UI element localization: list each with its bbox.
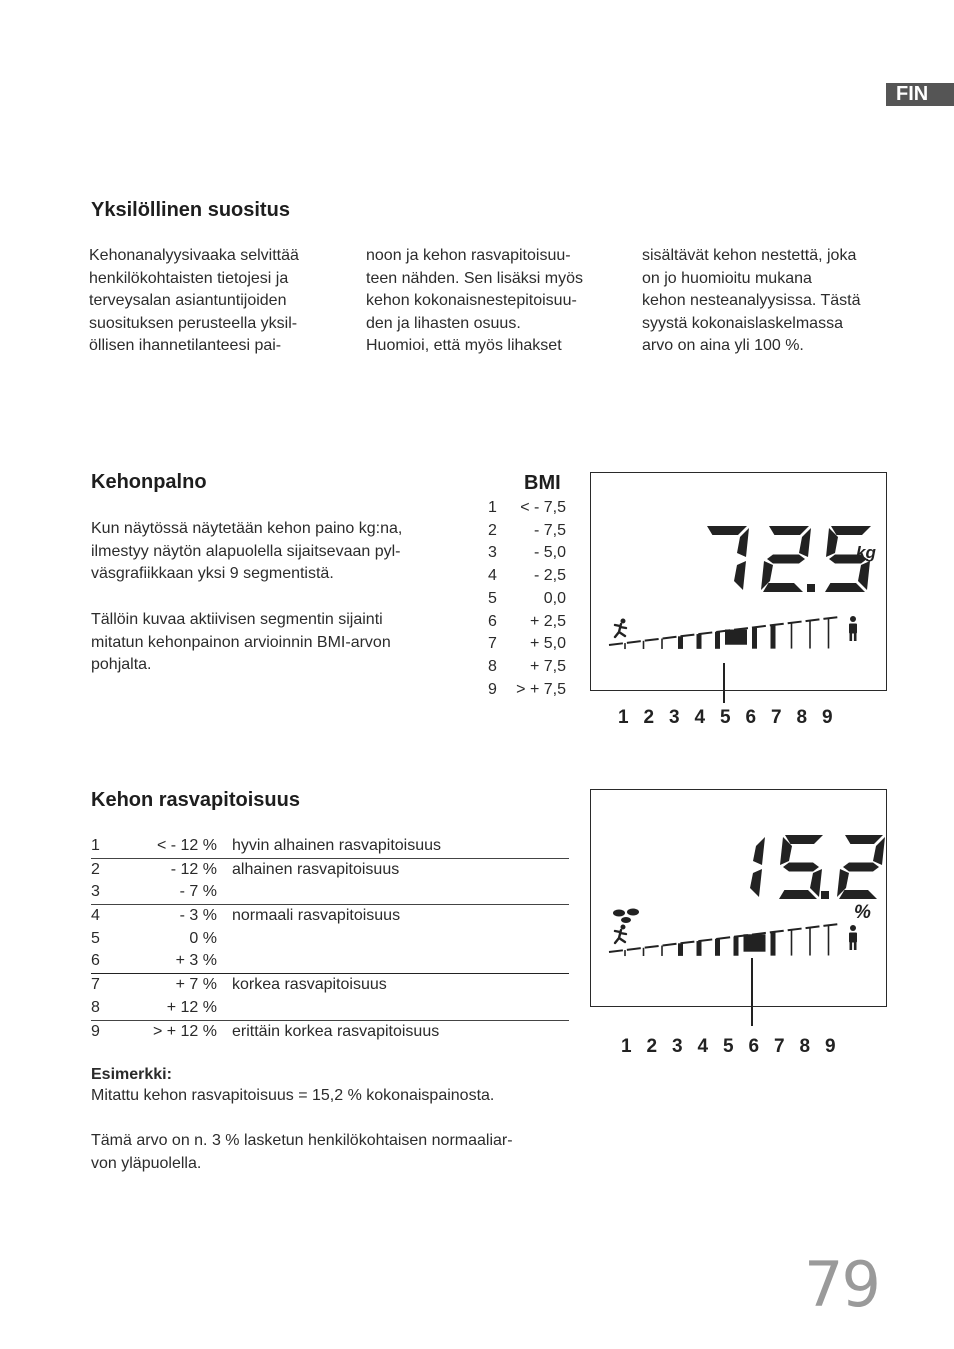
runner-icon [615,925,626,944]
fat-row-value: < - 12 % [156,837,217,854]
page-number: 79 [804,1248,879,1321]
weight-lcd-graphic [591,473,885,689]
bar-segment [734,937,739,956]
lcd-segment [845,835,883,844]
bar-segment [678,636,683,649]
bmi-row [488,656,566,679]
fat-row-number: 9 [91,1022,100,1040]
fat-table-row [91,859,569,882]
fat-row-number: 5 [91,929,100,947]
fat-row-label: normaali rasvapitoisuus [232,907,401,925]
weight-paragraph-1: Kun näytössä näytetään kehon paino kg:na, ilmestyy näytön alapuolella sijaitsevaan pyl- väsgrafiikkaan yksi 9 segmentistä. [91,520,403,582]
bmi-row-number: 4 [488,567,497,585]
bar-segment [771,625,776,649]
bmi-row-number: 8 [488,657,497,675]
bmi-row-number: 5 [488,589,497,607]
weight-lcd-display [590,472,887,691]
lcd-segment [769,526,809,535]
fat-row-number: 6 [91,952,100,970]
fat-row-value: + 12 % [166,998,217,1016]
scale-number: 9 [825,1036,836,1057]
lcd-segment [753,837,765,865]
scale-number: 8 [796,707,808,728]
lcd-segment [785,835,823,844]
bar-segment [791,930,793,956]
bmi-row-value: + 5,0 [529,635,566,653]
bmi-row-number: 3 [488,544,497,562]
bar-segment [643,641,645,649]
lcd-segment [831,526,871,535]
bmi-row-value: > + 7,5 [516,680,566,698]
fat-row-number: 1 [91,837,100,854]
text-column-2: noon ja kehon rasvapitoisuu- teen nähden. Sen lisäksi myös kehon kokonaisnestepitoisuu- den ja lihasten osuus. Huomioi, että myös lihakset [366,247,584,354]
fat-drops-icon [613,909,639,924]
scale-number: 3 [672,1036,683,1057]
bar-segment [697,941,702,956]
scale-number: 4 [697,1036,709,1057]
fat-table-row [91,950,569,974]
scale-number: 2 [643,707,655,728]
bar-segment [661,946,663,956]
bmi-row [488,679,566,702]
text-column-3: sisältävät kehon nestettä, joka on jo huomioitu mukana kehon nesteanalyysissa. Tästä syystä kokonaislaskelmassa arvo on aina yli 100 %. [642,247,861,354]
lcd-segment [763,583,803,592]
lcd-digits [750,835,885,899]
lcd-segment [810,869,822,897]
bmi-row-value: + 2,5 [529,612,566,630]
scale-number: 7 [771,707,782,728]
bmi-row [488,497,566,520]
lcd-segment [825,583,865,592]
weight-pointer-line [723,663,725,703]
bar-segment [624,643,626,649]
bmi-row-number: 6 [488,612,497,630]
fat-lcd-display [590,789,887,1007]
bar-segment [771,932,776,956]
fat-lcd-graphic [591,790,885,1005]
bmi-row-number: 1 [488,499,497,516]
bar-segment [791,623,793,649]
fat-table-row [91,881,569,905]
scale-number: 7 [774,1036,785,1057]
scale-number: 1 [621,1036,632,1057]
scale-number: 5 [723,1036,734,1057]
fat-row-value: - 12 % [170,860,217,878]
bar-segment [715,939,720,956]
fat-row-label: korkea rasvapitoisuus [232,976,387,994]
bar-segment [828,925,830,955]
scale-number: 1 [618,707,629,728]
runner-icon [615,619,626,638]
lcd-segment [779,890,817,899]
bmi-row [488,565,566,588]
bmi-table [488,497,566,701]
lcd-segment [783,863,819,872]
body-fat-table [91,835,569,1043]
language-tab: FIN [886,83,954,106]
standing-person-icon [849,925,857,950]
bar-segment [752,627,757,648]
bmi-row-value: - 2,5 [533,567,566,585]
fat-row-number: 8 [91,998,100,1016]
bmi-row [488,633,566,656]
weight-scale-numbers [618,707,848,729]
scale-number: 6 [748,1036,760,1057]
lcd-segment [767,555,805,564]
section-title-recommendation: Yksilöllinen suositus [91,199,290,221]
fat-row-number: 3 [91,883,100,901]
bar-segment [809,621,811,649]
bmi-row [488,542,566,565]
bmi-row [488,588,566,611]
active-segment [744,934,766,951]
text-column-1: Kehonanalyysivaaka selvittää henkilökohtaisten tietojesi ja terveysalan asiantuntijoiden suosituksen perusteella yksil- öllisen ihannetilanteesi pai- [89,247,299,354]
example-note: Tämä arvo on n. 3 % lasketun henkilökohtaisen normaaliar- von yläpuolella. [91,1132,513,1172]
section-title-body-weight: Kehonpalno [91,471,207,493]
fat-table-row [91,835,569,859]
bar-segment [643,948,645,956]
fat-row-value: > + 12 % [152,1022,217,1040]
example-label: Esimerkki: [91,1066,172,1083]
fat-table-row [91,974,569,997]
bar-segment [715,632,720,649]
bar-segment [697,634,702,649]
scale-number: 2 [646,1036,658,1057]
bmi-row-value: 0,0 [543,589,566,607]
fat-row-number: 2 [91,860,100,878]
bmi-row-number: 9 [488,680,497,698]
weight-unit-label: kg [856,543,876,562]
lcd-segment [750,869,762,897]
bmi-row-value: < - 7,5 [520,499,566,516]
bmi-row-value: - 5,0 [533,544,566,562]
fat-table-row [91,905,569,928]
scale-number: 8 [799,1036,811,1057]
bmi-row-value: - 7,5 [533,521,566,539]
scale-number: 9 [822,707,833,728]
lcd-segment [858,561,870,590]
fat-unit-label: % [854,902,871,923]
segment-bar-graph [609,617,839,649]
bar-segment [678,943,683,956]
fat-row-value: 0 % [189,929,217,947]
fat-row-value: - 7 % [179,883,217,901]
scale-number: 4 [694,707,706,728]
bar-segment [828,618,830,648]
fat-scale-numbers [621,1036,851,1058]
fat-table-row [91,997,569,1021]
bar-segment [624,950,626,956]
bar-segment [809,928,811,956]
weight-paragraph-2: Tällöin kuvaa aktiivisen segmentin sijainti mitatun kehonpainon arvioinnin BMI-arvon pohjalta. [91,611,391,673]
bmi-row-value: + 7,5 [529,657,566,675]
fat-row-value: + 3 % [175,952,217,970]
scale-number: 5 [720,707,731,728]
bmi-row-number: 2 [488,521,497,539]
active-segment [725,630,747,645]
scale-number: 6 [745,707,757,728]
fat-row-number: 7 [91,976,100,994]
bmi-heading: BMI [524,472,561,494]
bar-segment [661,639,663,649]
lcd-segment [843,863,879,872]
lcd-segment [839,890,877,899]
bmi-row-number: 7 [488,635,497,653]
bmi-row [488,520,566,543]
fat-row-label: alhainen rasvapitoisuus [232,860,400,878]
bmi-row [488,611,566,634]
fat-table-row [91,1021,569,1044]
fat-row-value: + 7 % [175,976,217,994]
lcd-segment [707,526,747,535]
section-title-body-fat: Kehon rasvapitoisuus [91,789,300,811]
standing-person-icon [849,616,857,641]
fat-row-label: erittäin korkea rasvapitoisuus [232,1022,440,1040]
lcd-segment [734,561,746,590]
fat-pointer-line [751,958,753,1026]
fat-row-label: hyvin alhainen rasvapitoisuus [232,837,442,854]
fat-row-value: - 3 % [179,907,217,925]
example-text: Mitattu kehon rasvapitoisuus = 15,2 % kokonaispainosta. [91,1087,495,1104]
scale-number: 3 [669,707,680,728]
fat-table-row [91,928,569,951]
fat-row-number: 4 [91,907,100,925]
segment-bar-graph [609,924,839,956]
lcd-digits [707,526,871,592]
